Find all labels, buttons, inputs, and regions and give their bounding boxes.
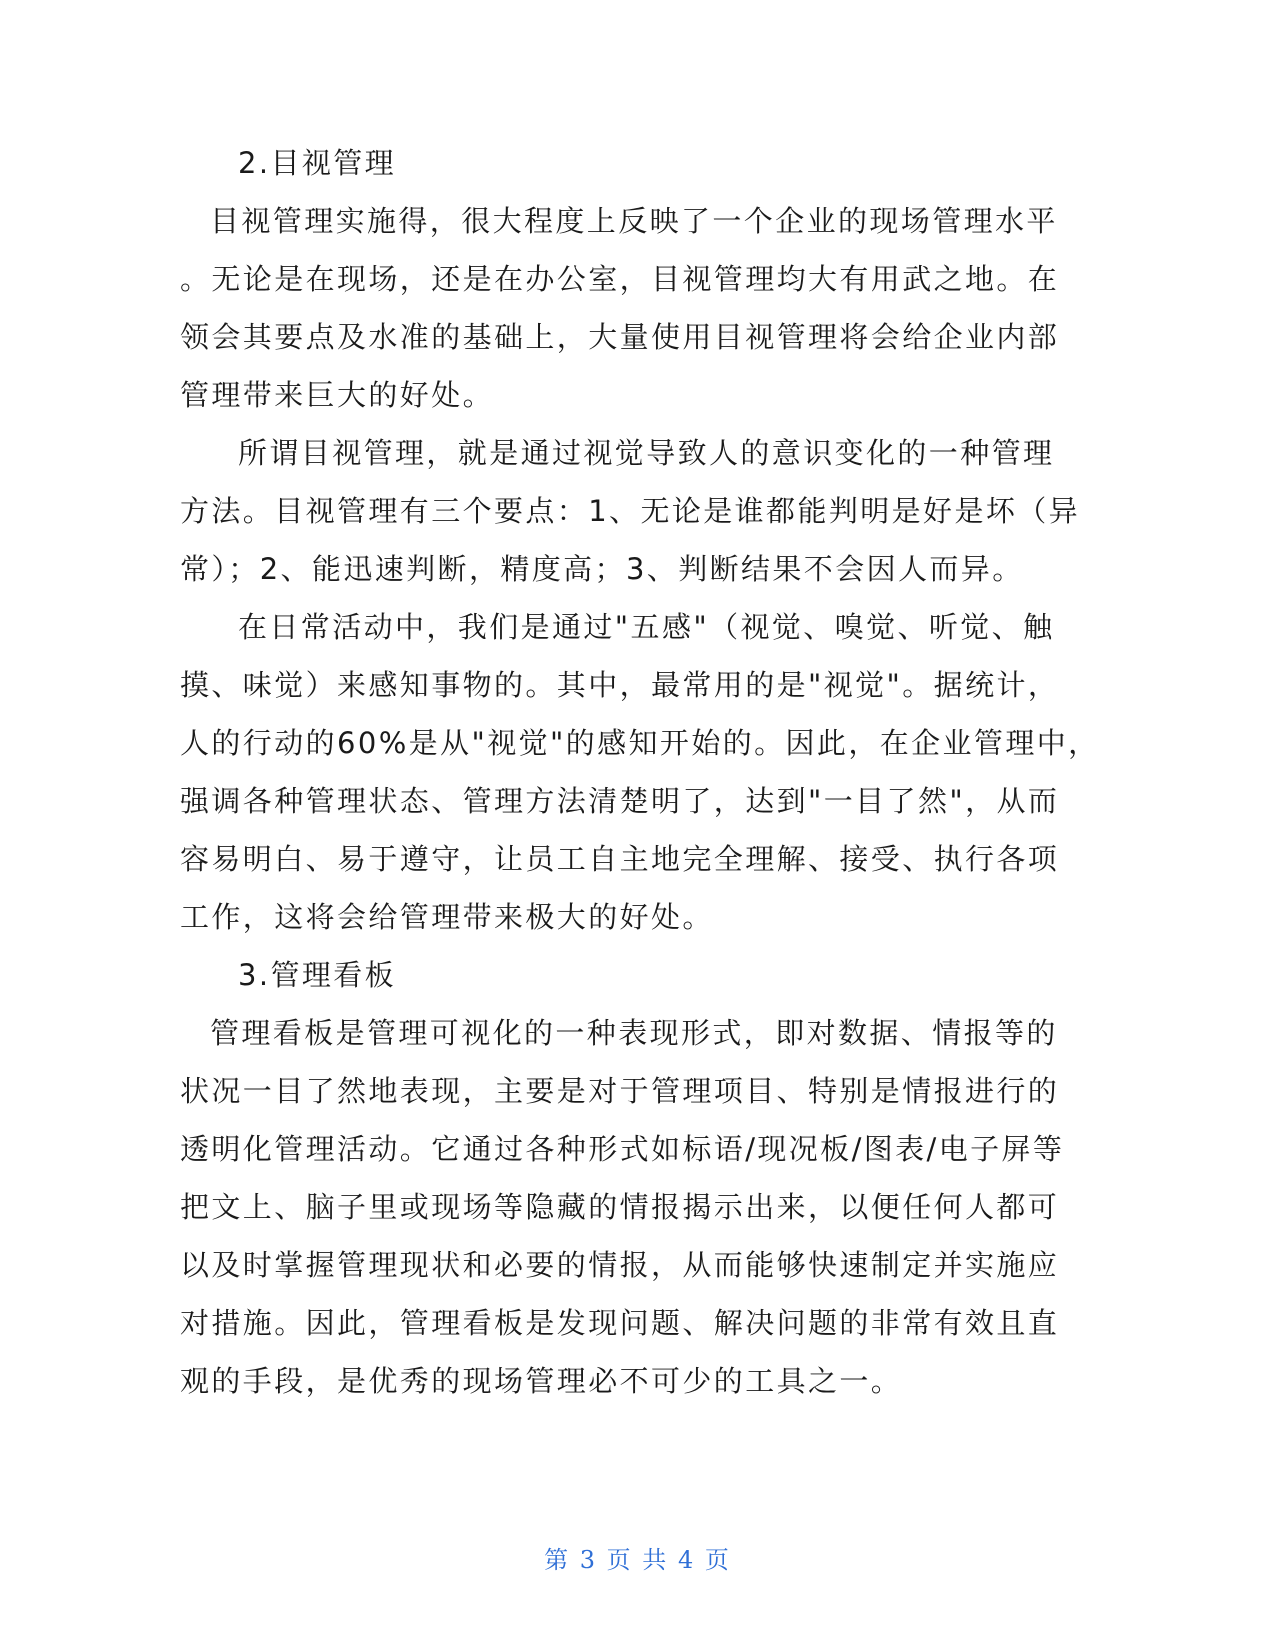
paragraph-line: 管理看板是管理可视化的一种表现形式，即对数据、情报等的 — [210, 1016, 1058, 1050]
section-heading-visual-management: 2.目视管理 — [238, 146, 397, 180]
paragraph-line: 对措施。因此，管理看板是发现问题、解决问题的非常有效且直 — [180, 1306, 1060, 1340]
paragraph-line: 工作，这将会给管理带来极大的好处。 — [180, 900, 714, 934]
paragraph-line: 摸、味觉）来感知事物的。其中，最常用的是"视觉"。据统计， — [180, 668, 1060, 702]
paragraph-line: 所谓目视管理，就是通过视觉导致人的意识变化的一种管理 — [238, 436, 1055, 470]
paragraph-line: 观的手段，是优秀的现场管理必不可少的工具之一。 — [180, 1364, 903, 1398]
paragraph-line: 。无论是在现场，还是在办公室，目视管理均大有用武之地。在 — [180, 262, 1060, 296]
paragraph-line: 状况一目了然地表现，主要是对于管理项目、特别是情报进行的 — [180, 1074, 1060, 1108]
paragraph-line: 以及时掌握管理现状和必要的情报，从而能够快速制定并实施应 — [180, 1248, 1060, 1282]
paragraph-line: 把文上、脑子里或现场等隐藏的情报揭示出来，以便任何人都可 — [180, 1190, 1060, 1224]
section-heading-management-board: 3.管理看板 — [238, 958, 397, 992]
paragraph-line: 在日常活动中，我们是通过"五感"（视觉、嗅觉、听觉、触 — [238, 610, 1055, 644]
paragraph-line: 领会其要点及水准的基础上，大量使用目视管理将会给企业内部 — [180, 320, 1060, 354]
paragraph-line: 人的行动的60%是从"视觉"的感知开始的。因此，在企业管理中， — [180, 726, 1100, 760]
paragraph-line: 透明化管理活动。它通过各种形式如标语/现况板/图表/电子屏等 — [180, 1132, 1065, 1166]
paragraph-line: 强调各种管理状态、管理方法清楚明了，达到"一目了然"，从而 — [180, 784, 1060, 818]
paragraph-line: 常）；2、能迅速判断，精度高；3、判断结果不会因人而异。 — [180, 552, 1024, 586]
paragraph-line: 管理带来巨大的好处。 — [180, 378, 495, 412]
page-number-footer: 第 3 页 共 4 页 — [544, 1546, 731, 1574]
paragraph-line: 目视管理实施得，很大程度上反映了一个企业的现场管理水平 — [210, 204, 1058, 238]
paragraph-line: 容易明白、易于遵守，让员工自主地完全理解、接受、执行各项 — [180, 842, 1060, 876]
paragraph-line: 方法。目视管理有三个要点：1、无论是谁都能判明是好是坏（异 — [180, 494, 1081, 528]
